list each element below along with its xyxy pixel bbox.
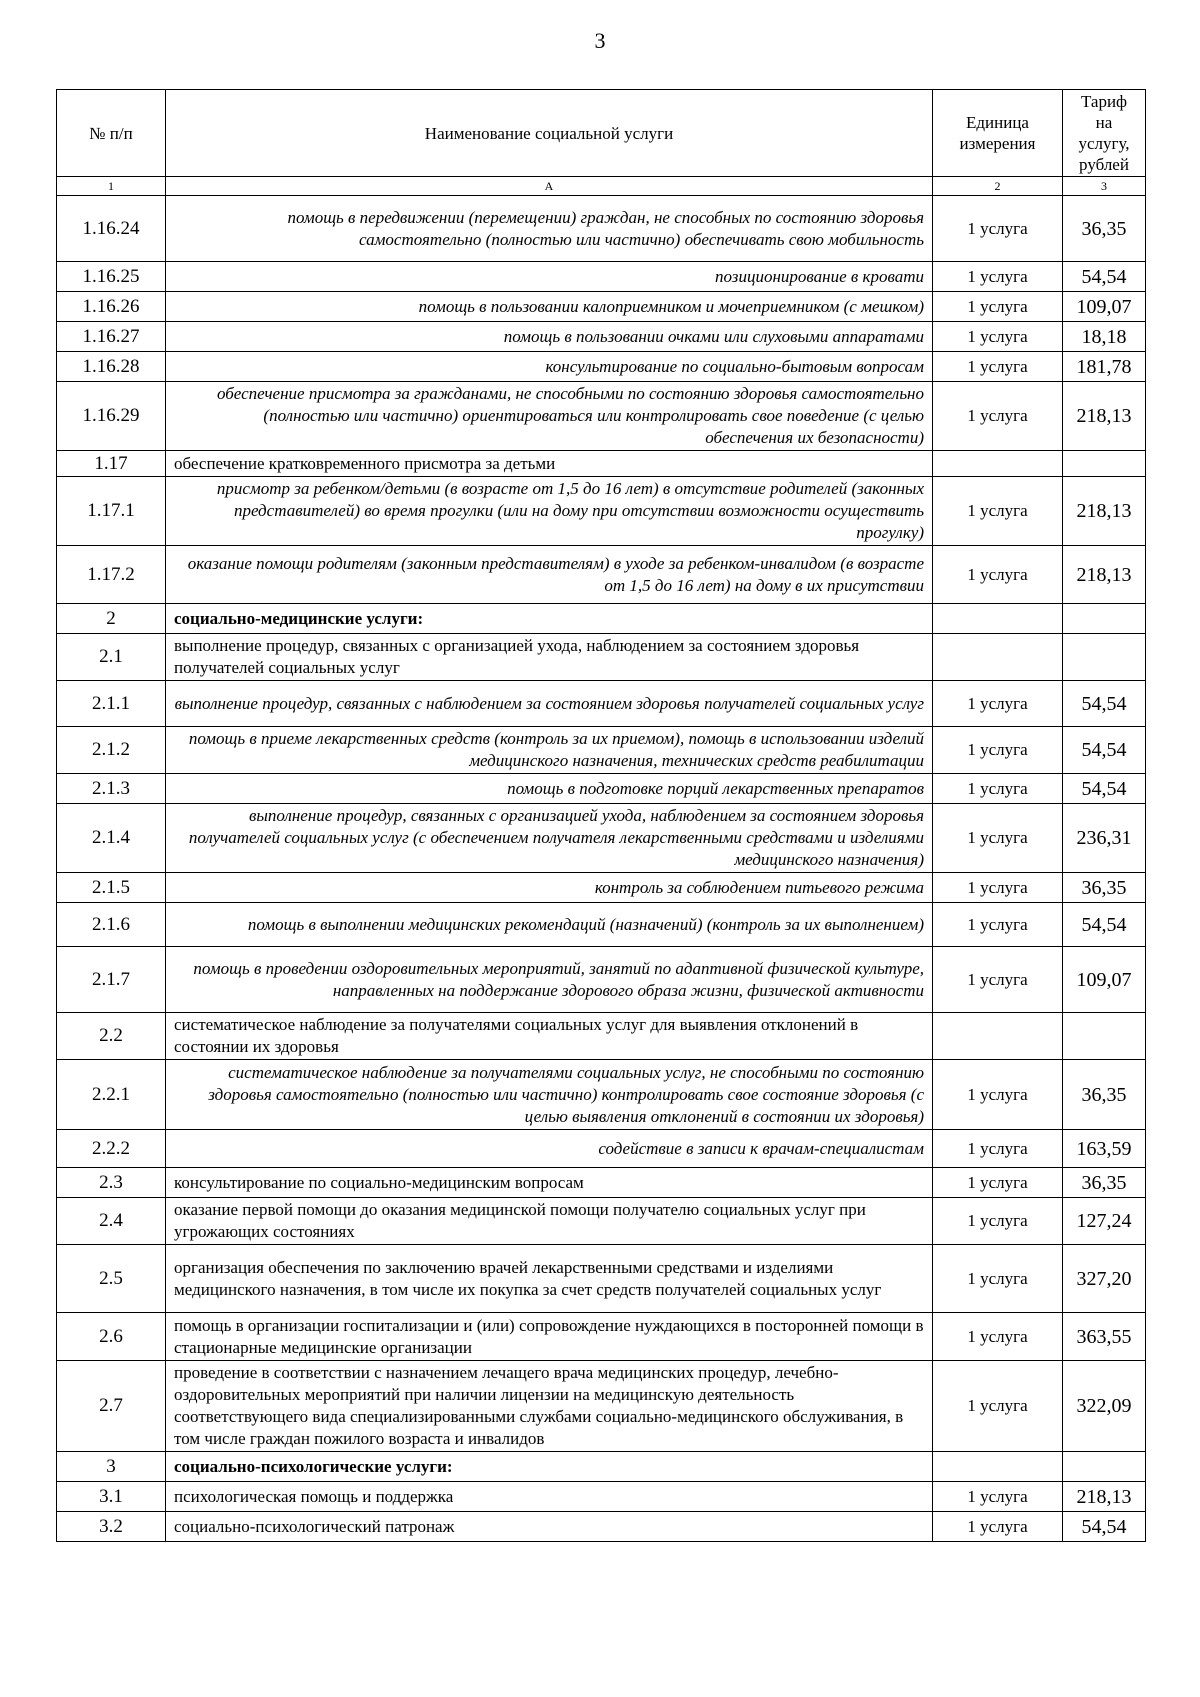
column-index-row [57,177,1146,196]
unit-of-measure [933,1452,1063,1482]
row-number: 1.16.25 [57,262,166,292]
row-number: 2.1 [57,634,166,681]
table-row [57,1245,1146,1313]
row-number: 2.2 [57,1013,166,1060]
unit-of-measure [933,604,1063,634]
tariff-value: 36,35 [1063,1060,1146,1130]
service-name: социально-медицинские услуги: [166,604,933,634]
table-row [57,1452,1146,1482]
table-row [57,1130,1146,1168]
unit-of-measure [933,1013,1063,1060]
service-name: выполнение процедур, связанных с организацией ухода, наблюдением за состоянием здоровья получателей социальных услуг [166,634,933,681]
unit-of-measure: 1 услуга [933,477,1063,546]
tariff-value: 18,18 [1063,322,1146,352]
service-name: контроль за соблюдением питьевого режима [166,873,933,903]
table-row [57,262,1146,292]
tariff-value: 218,13 [1063,382,1146,451]
unit-of-measure: 1 услуга [933,382,1063,451]
unit-of-measure: 1 услуга [933,292,1063,322]
table-row [57,292,1146,322]
table-row [57,947,1146,1013]
col-index: 1 [57,177,166,196]
unit-of-measure: 1 услуга [933,727,1063,774]
unit-of-measure: 1 услуга [933,1245,1063,1313]
table-row [57,1168,1146,1198]
table-row [57,774,1146,804]
unit-of-measure: 1 услуга [933,1512,1063,1542]
service-name: помощь в организации госпитализации и (или) сопровождение нуждающихся в посторонней помощи в стационарные медицинские организации [166,1313,933,1361]
service-name: позиционирование в кровати [166,262,933,292]
unit-of-measure: 1 услуга [933,804,1063,873]
row-number: 2.2.2 [57,1130,166,1168]
service-name: психологическая помощь и поддержка [166,1482,933,1512]
table-row [57,352,1146,382]
col-index: А [166,177,933,196]
service-name: присмотр за ребенком/детьми (в возрасте от 1,5 до 16 лет) в отсутствие родителей (законных представителей) во время прогулки (или на дому при отсутствии возможности осуществить прогулку) [166,477,933,546]
row-number: 1.16.28 [57,352,166,382]
table-row [57,903,1146,947]
row-number: 2.1.3 [57,774,166,804]
header-unit: Единица измерения [933,90,1063,177]
tariff-value [1063,451,1146,477]
row-number: 2 [57,604,166,634]
row-number: 2.3 [57,1168,166,1198]
table-row [57,477,1146,546]
col-index: 3 [1063,177,1146,196]
service-name: выполнение процедур, связанных с организацией ухода, наблюдением за состоянием здоровья получателей социальных услуг (с обеспечением получателя лекарственными средствами и изделиями медицинского назначения) [166,804,933,873]
row-number: 2.1.1 [57,681,166,727]
tariff-value: 54,54 [1063,262,1146,292]
unit-of-measure: 1 услуга [933,322,1063,352]
unit-of-measure: 1 услуга [933,196,1063,262]
service-name: организация обеспечения по заключению врачей лекарственными средствами и изделиями медицинского назначения, в том числе их покупка за счет средств получателей социальных услуг [166,1245,933,1313]
row-number: 1.16.29 [57,382,166,451]
table-row [57,604,1146,634]
table-row [57,681,1146,727]
tariff-value: 218,13 [1063,1482,1146,1512]
tariff-value: 109,07 [1063,292,1146,322]
tariff-value: 54,54 [1063,681,1146,727]
row-number: 1.17.1 [57,477,166,546]
table-row [57,1361,1146,1452]
service-name: оказание помощи родителям (законным представителям) в уходе за ребенком-инвалидом (в возрасте от 1,5 до 16 лет) на дому в их присутствии [166,546,933,604]
unit-of-measure: 1 услуга [933,947,1063,1013]
service-name: консультирование по социально-медицинским вопросам [166,1168,933,1198]
tariff-value: 327,20 [1063,1245,1146,1313]
header-name: Наименование социальной услуги [166,90,933,177]
service-name: помощь в выполнении медицинских рекомендаций (назначений) (контроль за их выполнением) [166,903,933,947]
unit-of-measure [933,451,1063,477]
unit-of-measure: 1 услуга [933,1168,1063,1198]
tariff-value [1063,634,1146,681]
table-row [57,727,1146,774]
table-row [57,1482,1146,1512]
service-name: обеспечение присмотра за гражданами, не способными по состоянию здоровья самостоятельно (полностью или частично) ориентироваться или контролировать свое поведение (с целью обеспечения их безопасности) [166,382,933,451]
tariff-value: 218,13 [1063,546,1146,604]
unit-of-measure: 1 услуга [933,1130,1063,1168]
tariff-value: 54,54 [1063,903,1146,947]
row-number: 2.1.6 [57,903,166,947]
row-number: 2.4 [57,1198,166,1245]
tariff-value: 54,54 [1063,1512,1146,1542]
service-name: помощь в передвижении (перемещении) граждан, не способных по состоянию здоровья самостоятельно (полностью или частично) обеспечивать свою мобильность [166,196,933,262]
tariff-value: 163,59 [1063,1130,1146,1168]
row-number: 1.17 [57,451,166,477]
tariff-value [1063,1452,1146,1482]
service-name: обеспечение кратковременного присмотра за детьми [166,451,933,477]
row-number: 1.16.24 [57,196,166,262]
table-row [57,1013,1146,1060]
service-name: помощь в пользовании калоприемником и мочеприемником (с мешком) [166,292,933,322]
unit-of-measure: 1 услуга [933,681,1063,727]
row-number: 2.7 [57,1361,166,1452]
table-row [57,804,1146,873]
row-number: 1.17.2 [57,546,166,604]
tariff-table [56,89,1146,1542]
tariff-value [1063,604,1146,634]
table-row [57,1198,1146,1245]
tariff-value: 36,35 [1063,873,1146,903]
row-number: 2.1.4 [57,804,166,873]
header-tariff: Тариф на услугу, рублей [1063,90,1146,177]
row-number: 3 [57,1452,166,1482]
service-name: помощь в подготовке порций лекарственных препаратов [166,774,933,804]
row-number: 2.6 [57,1313,166,1361]
tariff-value: 109,07 [1063,947,1146,1013]
table-row [57,1512,1146,1542]
row-number: 3.2 [57,1512,166,1542]
unit-of-measure: 1 услуга [933,352,1063,382]
unit-of-measure: 1 услуга [933,873,1063,903]
service-name: содействие в записи к врачам-специалистам [166,1130,933,1168]
tariff-value: 36,35 [1063,196,1146,262]
service-name: консультирование по социально-бытовым вопросам [166,352,933,382]
row-number: 2.1.5 [57,873,166,903]
unit-of-measure: 1 услуга [933,1313,1063,1361]
table-body [57,196,1146,1542]
tariff-value: 181,78 [1063,352,1146,382]
service-name: систематическое наблюдение за получателями социальных услуг для выявления отклонений в состоянии их здоровья [166,1013,933,1060]
unit-of-measure: 1 услуга [933,1198,1063,1245]
tariff-value: 54,54 [1063,727,1146,774]
table-row [57,1313,1146,1361]
row-number: 1.16.26 [57,292,166,322]
page-number: 3 [594,28,606,53]
service-name: помощь в проведении оздоровительных мероприятий, занятий по адаптивной физической культуре, направленных на поддержание здорового образа жизни, физической активности [166,947,933,1013]
service-name: социально-психологические услуги: [166,1452,933,1482]
unit-of-measure: 1 услуга [933,546,1063,604]
row-number: 3.1 [57,1482,166,1512]
unit-of-measure: 1 услуга [933,903,1063,947]
table-row [57,1060,1146,1130]
unit-of-measure: 1 услуга [933,1482,1063,1512]
service-name: помощь в пользовании очками или слуховыми аппаратами [166,322,933,352]
table-header-row [57,90,1146,177]
tariff-value: 236,31 [1063,804,1146,873]
unit-of-measure: 1 услуга [933,774,1063,804]
header-num: № п/п [57,90,166,177]
table-row [57,196,1146,262]
service-name: проведение в соответствии с назначением лечащего врача медицинских процедур, лечебно-оздоровительных мероприятий при наличии лицензии на медицинскую деятельность соответствующего вида специализированными службами социально-медицинского обслуживания, в том числе граждан пожилого возраста и инвалидов [166,1361,933,1452]
row-number: 2.1.2 [57,727,166,774]
service-name: помощь в приеме лекарственных средств (контроль за их приемом), помощь в использовании изделий медицинского назначения, технических средств реабилитации [166,727,933,774]
tariff-value: 322,09 [1063,1361,1146,1452]
row-number: 2.2.1 [57,1060,166,1130]
tariff-value: 127,24 [1063,1198,1146,1245]
table-row [57,873,1146,903]
service-name: выполнение процедур, связанных с наблюдением за состоянием здоровья получателей социальных услуг [166,681,933,727]
table-row [57,451,1146,477]
table-row [57,382,1146,451]
tariff-value: 363,55 [1063,1313,1146,1361]
tariff-value [1063,1013,1146,1060]
service-name: социально-психологический патронаж [166,1512,933,1542]
unit-of-measure: 1 услуга [933,1060,1063,1130]
table-row [57,634,1146,681]
table-row [57,546,1146,604]
row-number: 2.5 [57,1245,166,1313]
service-name: систематическое наблюдение за получателями социальных услуг, не способными по состоянию здоровья самостоятельно (полностью или частично) контролировать свое состояние здоровья (с целью выявления отклонений в состоянии их здоровья) [166,1060,933,1130]
row-number: 1.16.27 [57,322,166,352]
col-index: 2 [933,177,1063,196]
table-row [57,322,1146,352]
unit-of-measure [933,634,1063,681]
service-name: оказание первой помощи до оказания медицинской помощи получателю социальных услуг при угрожающих состояниях [166,1198,933,1245]
unit-of-measure: 1 услуга [933,262,1063,292]
unit-of-measure: 1 услуга [933,1361,1063,1452]
tariff-value: 218,13 [1063,477,1146,546]
tariff-value: 54,54 [1063,774,1146,804]
row-number: 2.1.7 [57,947,166,1013]
tariff-value: 36,35 [1063,1168,1146,1198]
